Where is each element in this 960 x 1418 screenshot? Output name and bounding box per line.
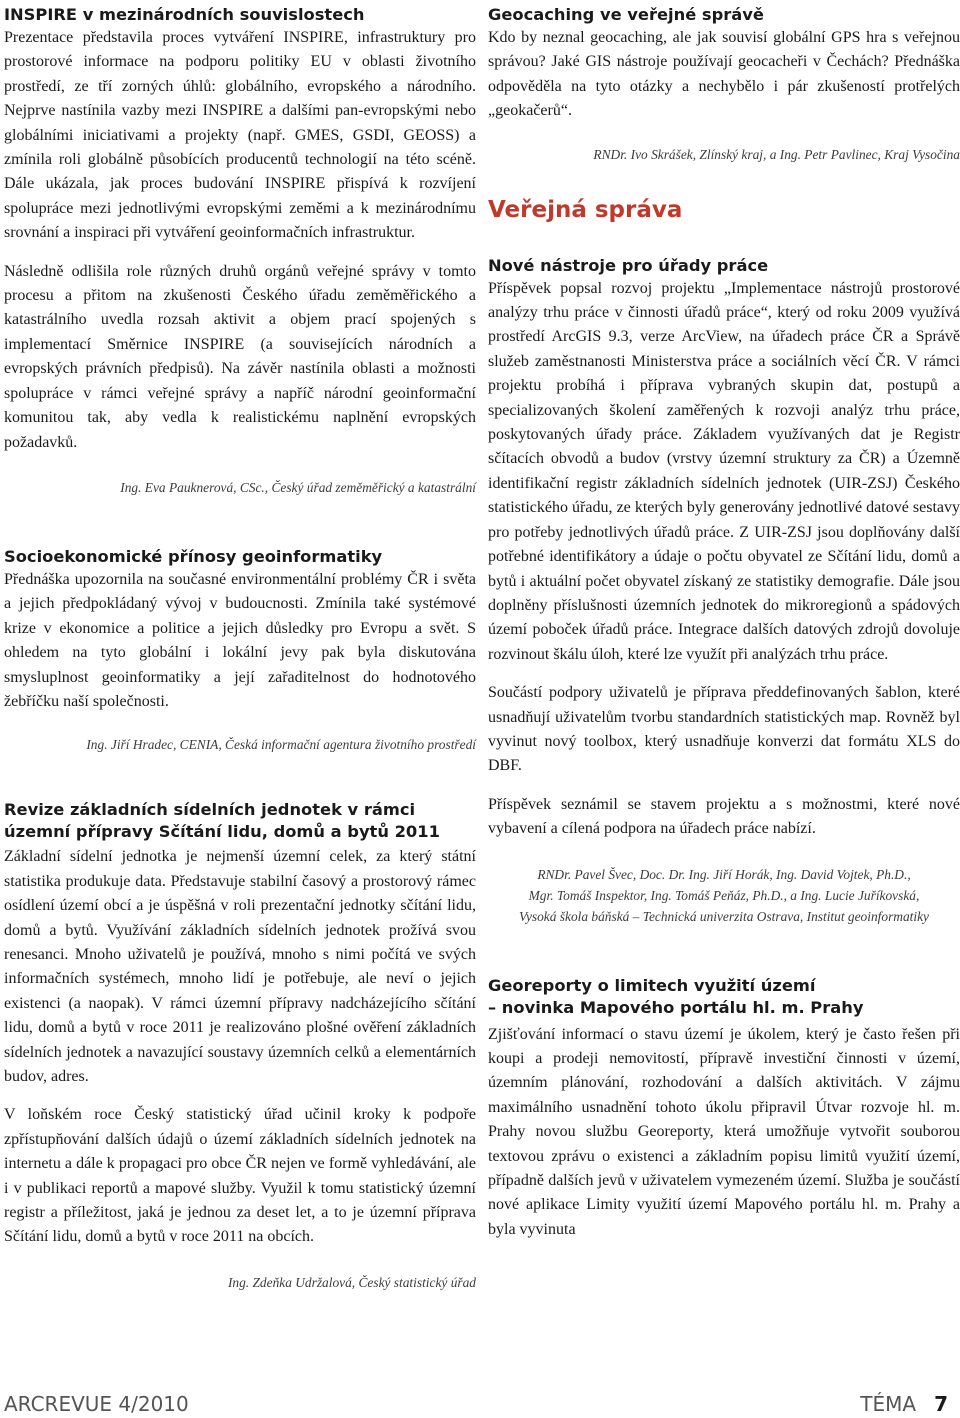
article-title [488,975,960,1019]
right-column [488,0,960,1242]
article-paragraph: Následně odlišila role různých druhů orgánů veřejné správy v tomto procesu a přitom na zkušenosti Českého úřadu zeměměřického a katastrálního uvedla rozsah aktivit a objem prací spojených s implementací Směrnice INSPIRE (a souvisejících národních a evropských právních předpisů). Na závěr nastínila oblasti a možnosti spolupráce v rámci veřejné správy a napříč národní geoinformační komunitou tak, aby vedla k realistickému naplnění evropských požadavků. [4,262,476,451]
article-paragraph: V loňském roce Český statistický úřad učinil kroky k podpoře zpřístupňování dalších údajů o území základních sídelních jednotek na internetu a dále k propagaci pro obce ČR nejen ve formě vyhledávání, ale i v publikaci reportů a mapové služby. Využil k tomu statistický územní registr a příležitost, jaká je jednou za deset let, a to je územní příprava Sčítání lidu, domů a bytů v roce 2011 na obcích. [4,1106,476,1246]
article-paragraph: Přednáška upozornila na současné environmentální problémy ČR i světa a jejich předpokládaný vývoj v budoucnosti. Zmínila také systémové krize v ekonomice a politice a jejich důsledky pro Evropu a svět. S ohledem na tyto globální i lokální jevy pak byla diskutována smysluplnost geoinformatiky a její zařaditelnost do hodnotového žebříčku naší společnosti. [4,570,476,710]
journal-footer: ARCREVUE 4/2010 [4,1392,189,1416]
author-signature [488,864,960,927]
page-number: 7 [934,1392,948,1416]
article-paragraph: Příspěvek seznámil se stavem projektu a s možnostmi, které nové vybavení a cílená podpora na úřadech práce nabízí. [488,795,960,838]
left-column [4,0,476,1293]
author-signature: Ing. Eva Pauknerová, CSc., Český úřad zeměměřický a katastrální [120,479,476,495]
article-paragraph: Kdo by neznal geocaching, ale jak souvisí globální GPS hra s veřejnou správou? Jaké GIS nástroje používají geocacheři v Čechách? Přednáška odpověděla na tyto otázky a nechybělo i pár zkušeností protřelých „geokačerů“. [488,29,960,120]
article-paragraph: Základní sídelní jednotka je nejmenší územní celek, za který státní statistika produkuje data. Představuje stabilní časový a prostorový rámec osídlení území obcí a je úspěšná v roli prezentační jednotky sčítání lidu, domů a bytů. Využívání základních sídelních jednotek prožívá svou renesanci. Mnoho uživatelů je používá, mnoho s nimi počítá ve svých informačních systémech, mnoho lidí je potřebuje, ale neví o jejich existenci (a naopak). V rámci územní přípravy nadcházejícího sčítání lidu, domů a bytů v roce 2011 je realizováno plošné ověření základních sídelních jednotek a navazující soustavy územních celků a elementárních budov, adres. [4,848,476,1085]
article-title: Socioekonomické přínosy geoinformatiky [4,546,383,566]
article-title-line: Georeporty o limitech využití území [488,975,816,995]
section-title: Veřejná správa [488,196,683,223]
author-signature: Ing. Jiří Hradec, CENIA, Česká informační agentura životního prostředí [86,737,476,753]
article-title: INSPIRE v mezinárodních souvislostech [4,5,365,24]
author-signature-line: Mgr. Tomáš Inspektor, Ing. Tomáš Peňáz, Ph.D., a Ing. Lucie Juříkovská, [528,887,920,903]
article-title: Revize základních sídelních jednotek v rámci územní přípravy Sčítání lidu, domů a bytů 2011 [4,800,440,842]
article-title: Nové nástroje pro úřady práce [488,255,769,275]
author-signature-line: Vysoká škola báňská – Technická univerzita Ostrava, Institut geoinformatiky [519,908,929,924]
section-label: TÉMA [860,1392,917,1416]
article-title: Geocaching ve veřejné správě [488,5,764,24]
article-title-line: – novinka Mapového portálu hl. m. Prahy [488,997,864,1017]
author-signature: Ing. Zdeňka Udržalová, Český statistický úřad [227,1274,476,1290]
author-signature-line: RNDr. Pavel Švec, Doc. Dr. Ing. Jiří Horák, Ing. David Vojtek, Ph.D., [537,866,911,882]
article-paragraph: Součástí podpory uživatelů je příprava předdefinovaných šablon, které usnadňují uživatelům tvorbu standardních statistických map. Rovněž byl vyvinut nový toolbox, který usnadňuje konverzi dat formátu XLS do DBF. [488,684,960,775]
article-paragraph: Prezentace představila proces vytváření INSPIRE, infrastruktury pro prostorové informace na podporu politiky EU v oblasti životního prostředí, ze tří zorných úhlů: globálního, evropského a národního. Nejprve nastínila vazby mezi INSPIRE a dalšími pan-evropskými nebo globálními iniciativami a projekty (např. GMES, GSDI, GEOSS) a zmínila roli globálně působících producentů technologií na této scéně. Dále ukázala, jak proces budování INSPIRE přispívá k rozvíjení spolupráce mezi jednotlivými evropskými zeměmi a k mezinárodnímu srovnání a inspiraci při vytváření geoinformačních infrastruktur. [4,29,476,242]
author-signature: RNDr. Ivo Skrášek, Zlínský kraj, a Ing. Petr Pavlinec, Kraj Vysočina [593,146,960,162]
page-footer [860,1392,948,1416]
article-paragraph: Zjišťování informací o stavu území je úkolem, který je často řešen při koupi a prodeji nemovitostí, přípravě investiční činnosti v území, územním plánování, rozhodování a dalších aktivitách. V zájmu maximálního usnadnění tohoto úkolu připravil Útvar rozvoje hl. m. Prahy novou službu Georeporty, která umožňuje vytvořit souborou textovou zprávu o existenci a základním popisu limitů využití území, případně dalších jevů v uživatelem vymezeném území. Služba je součástí nové aplikace Limity využití území Mapového portálu hl. m. Prahy a byla vyvinuta [488,1025,960,1238]
article-paragraph: Příspěvek popsal rozvoj projektu „Implementace nástrojů prostorové analýzy trhu práce v činnosti úřadů práce“, který od roku 2009 využívá prostředí ArcGIS 9.3, verze ArcView, na úřadech práce ČR a Správě služeb zaměstnanosti Ministerstva práce a sociálních věcí ČR. V rámci projektu probíhá i příprava vybraných skupin dat, postupů a specializovaných školení zaměřených k rozvoji analýz trhu práce, poskytovaných úřady práce. Základem využívaných dat je Registr sčítacích obvodů a budov (vrstvy územní struktury za ČR) a Územně identifikační registr základních sídelních jednotek (UIR-ZSJ) Českého statistického úřadu, ze kterých byly generovány jednotlivé datové sestavy pro potřeby jednotlivých úřadů práce. Z UIR-ZSJ jsou doplňovány další potřebné identifikátory a údaje o počtu obyvatel ze Sčítání lidu, domů a bytů i aktuální počet obyvatel získaný ze statistiky demografie. Dále jsou doplněny příslušnosti územních jednotek do mikroregionů a spádových území poboček úřadů práce. Integrace dalších datových zdrojů dovoluje rozvinout škálu úloh, které lze využít při analýzách trhu práce. [488,279,960,663]
